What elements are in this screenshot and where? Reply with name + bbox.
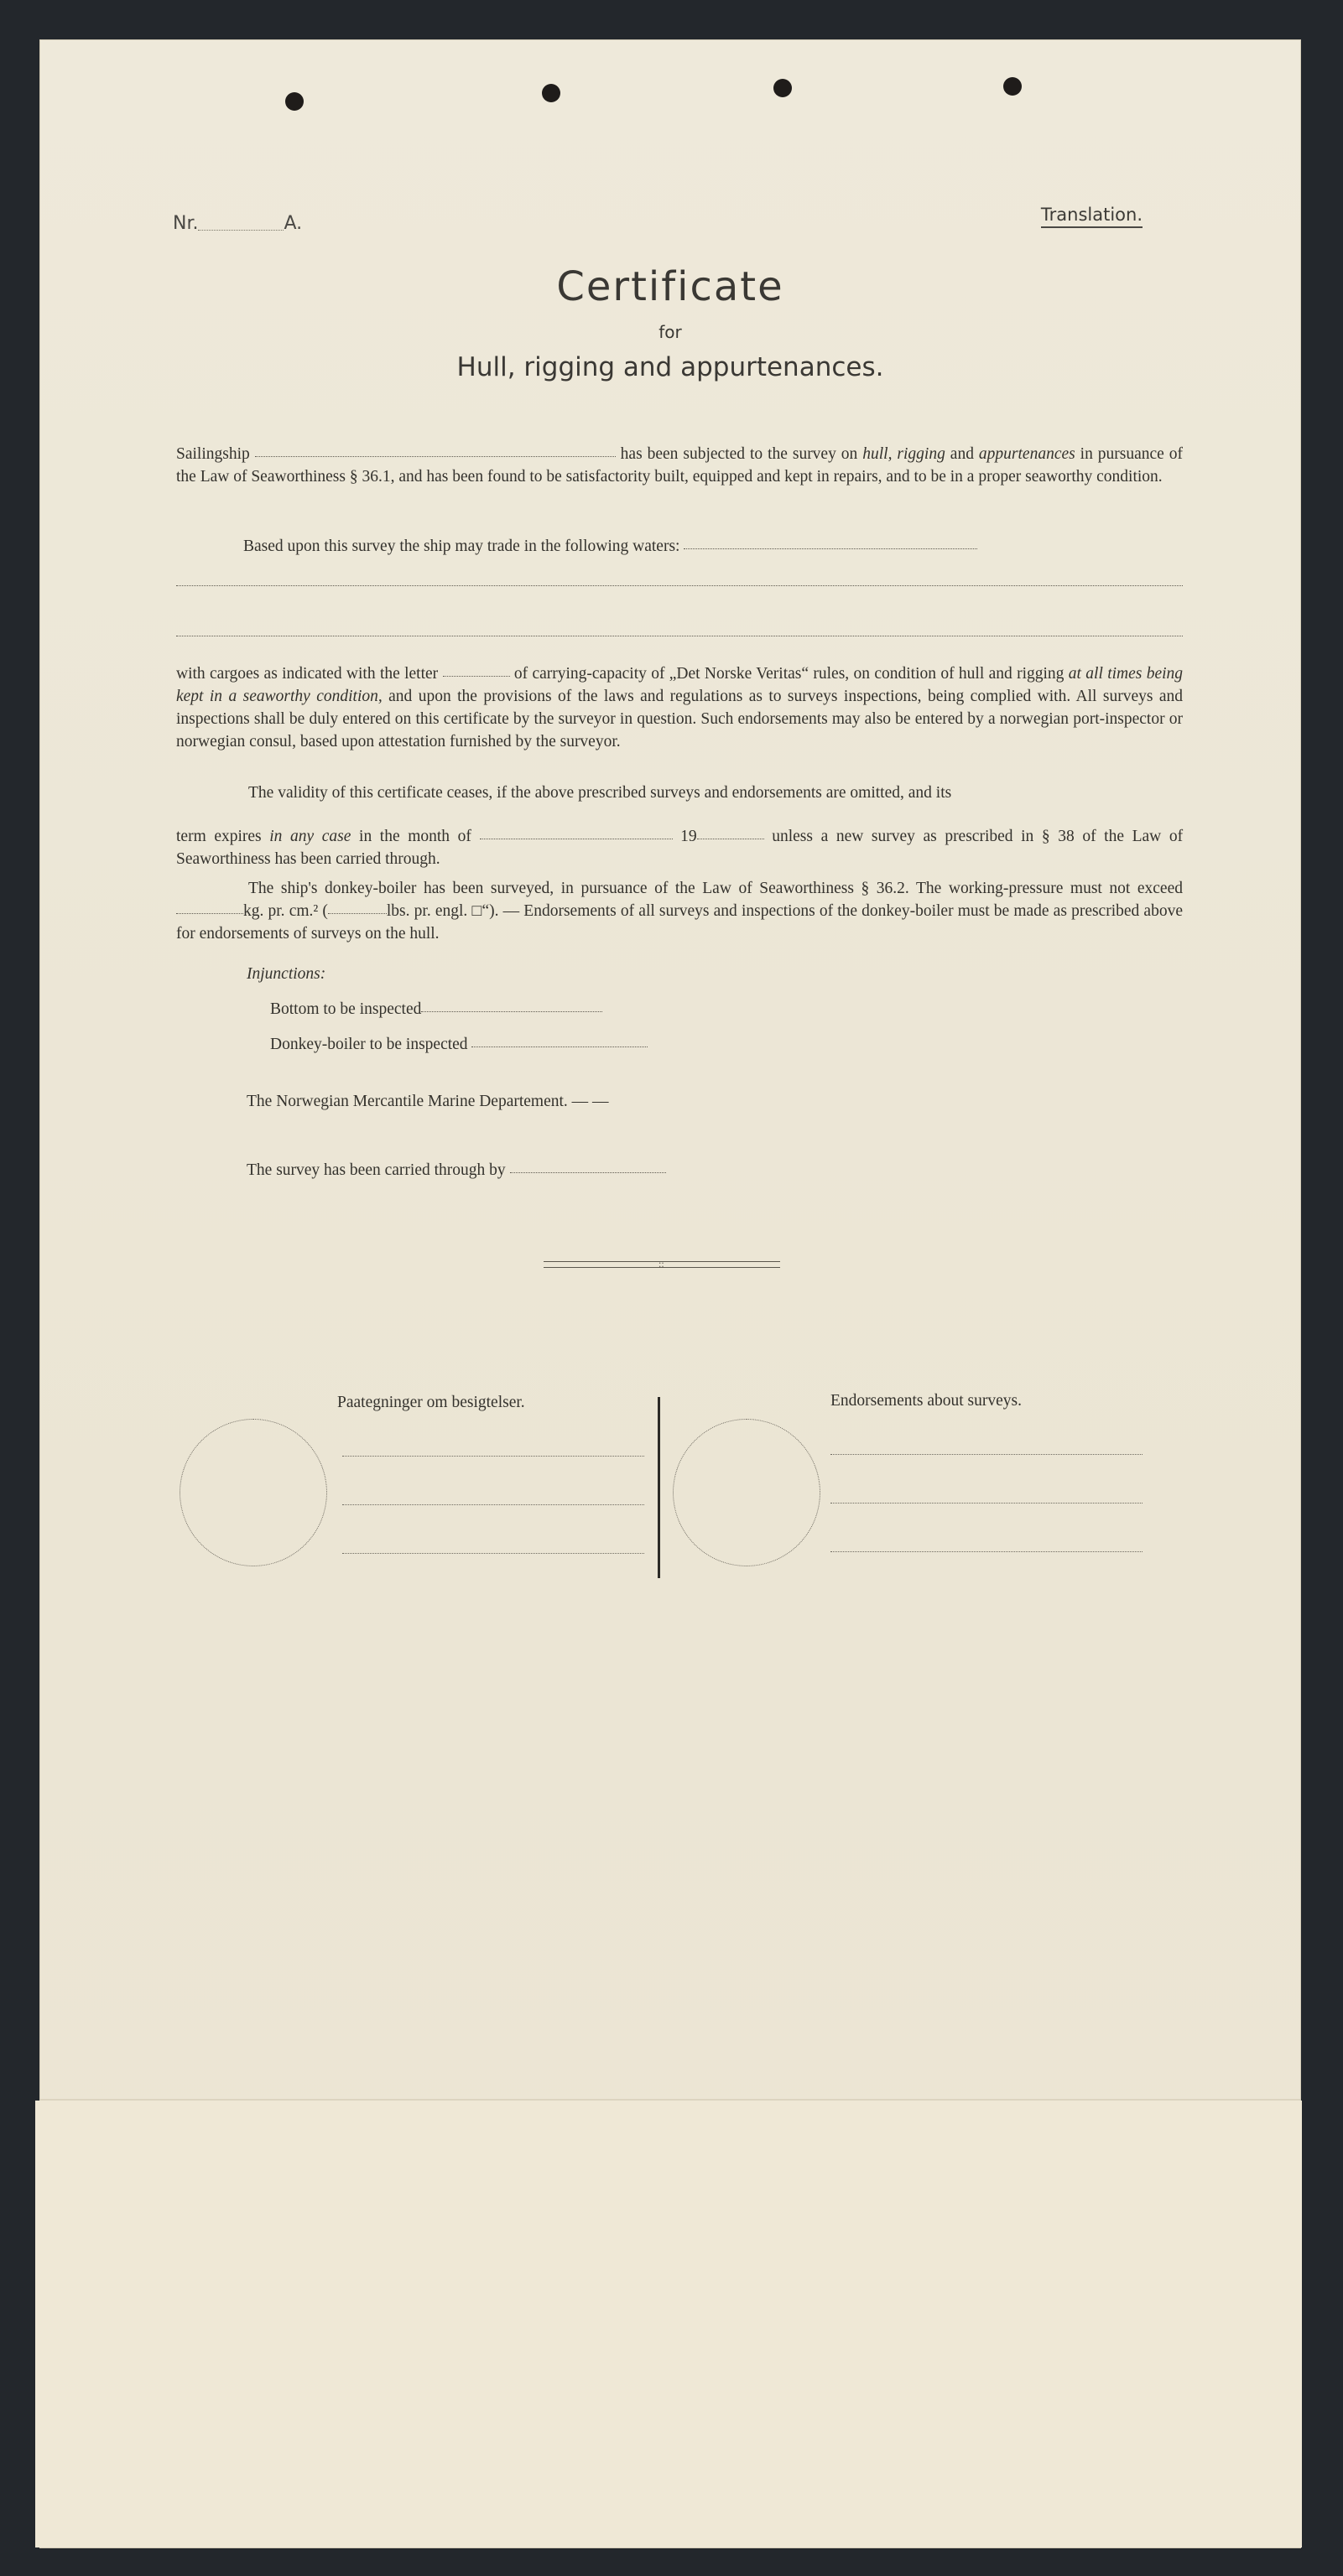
pressure-lbs-blank[interactable] [328, 913, 387, 914]
title-for: for [658, 322, 682, 342]
nr-suffix: A. [284, 213, 303, 234]
waters-blank-line[interactable] [176, 585, 1183, 586]
endorsement-line-left[interactable] [342, 1456, 644, 1457]
lower-flap [35, 2101, 1302, 2547]
paragraph-term: term expires in any case in the month of 19 unless a new survey as prescribed in § 38 of the Law of Seaworthiness has been carried through. [176, 828, 1184, 868]
waters-blank[interactable] [684, 548, 977, 549]
endorsement-line-right[interactable] [830, 1551, 1143, 1552]
endorsement-line-right[interactable] [830, 1454, 1143, 1455]
pressure-kg-blank[interactable] [176, 913, 243, 914]
injunctions-heading: Injunctions: [247, 965, 326, 983]
bottom-inspection-blank[interactable] [421, 1011, 602, 1012]
donkey-inspection-blank[interactable] [471, 1046, 648, 1047]
endorsement-line-left[interactable] [342, 1504, 644, 1505]
translation-label: Translation. [1041, 205, 1143, 228]
endorsements-heading-norwegian: Paategninger om besigtelser. [337, 1394, 525, 1411]
paragraph-sailingship: Sailingship has been subjected to the survey on hull, rigging and appurtenances in pursuance of the Law of Seaworthiness § 36.1, and has been found to be satisfactority built, equipped and kept in repairs, and to be in a proper seaworthy condition. [176, 445, 1184, 486]
paragraph-validity: The validity of this certificate ceases, if the above prescribed surveys and endorsements are omitted, and its [248, 784, 952, 802]
injunction-donkey-boiler: Donkey-boiler to be inspected [270, 1033, 648, 1056]
paragraph-donkey-boiler: The ship's donkey-boiler has been surveyed, in pursuance of the Law of Seaworthiness § 36.2. The working-pressure must not exceedkg. pr. cm.² ( lbs. pr. engl. □“). — Endorsements of all surveys and inspections of the donkey-boiler must be made as prescribed above for endorsements of surveys on the hull. [176, 880, 1183, 943]
certificate-sheet [40, 40, 1300, 2547]
endorsement-line-left[interactable] [342, 1553, 644, 1554]
paragraph-waters: Based upon this survey the ship may trade in the following waters: [176, 535, 1183, 558]
punch-hole [773, 79, 792, 97]
endorsement-column-divider [658, 1397, 660, 1578]
page-title: Certificate [556, 263, 784, 310]
injunction-bottom: Bottom to be inspected [270, 998, 602, 1021]
page-subtitle: Hull, rigging and appurtenances. [456, 352, 884, 382]
punch-hole [542, 84, 560, 102]
divider-ornament: :: [658, 1258, 664, 1270]
certificate-number [173, 213, 302, 234]
punch-hole [285, 92, 304, 111]
nr-blank[interactable] [198, 230, 284, 231]
paragraph-cargoes: with cargoes as indicated with the letter of carrying-capacity of „Det Norske Veritas“ rules, on condition of hull and rigging at all times being kept in a seaworthy condition, and upon the provisions of the laws and regulations as to surveys inspections, being complied with. All surveys and inspections shall be duly entered on this certificate by the surveyor in question. Such endorsements may also be entered by a norwegian port-inspector or norwegian consul, based upon attestation furnished by the surveyor. [176, 665, 1184, 750]
endorsement-line-right[interactable] [830, 1503, 1143, 1504]
survey-by-line: The survey has been carried through by [247, 1159, 666, 1182]
endorsements-heading-english: Endorsements about surveys. [830, 1392, 1023, 1410]
stamp-circle-right [673, 1419, 820, 1566]
punch-hole [1003, 77, 1022, 96]
surveyor-blank[interactable] [510, 1172, 666, 1173]
cargo-letter-blank[interactable] [443, 676, 510, 677]
stamp-circle-left [180, 1419, 327, 1566]
ship-name-blank[interactable] [255, 456, 616, 457]
department-line: The Norwegian Mercantile Marine Departement. — — [247, 1093, 609, 1110]
nr-label: Nr. [173, 213, 199, 234]
